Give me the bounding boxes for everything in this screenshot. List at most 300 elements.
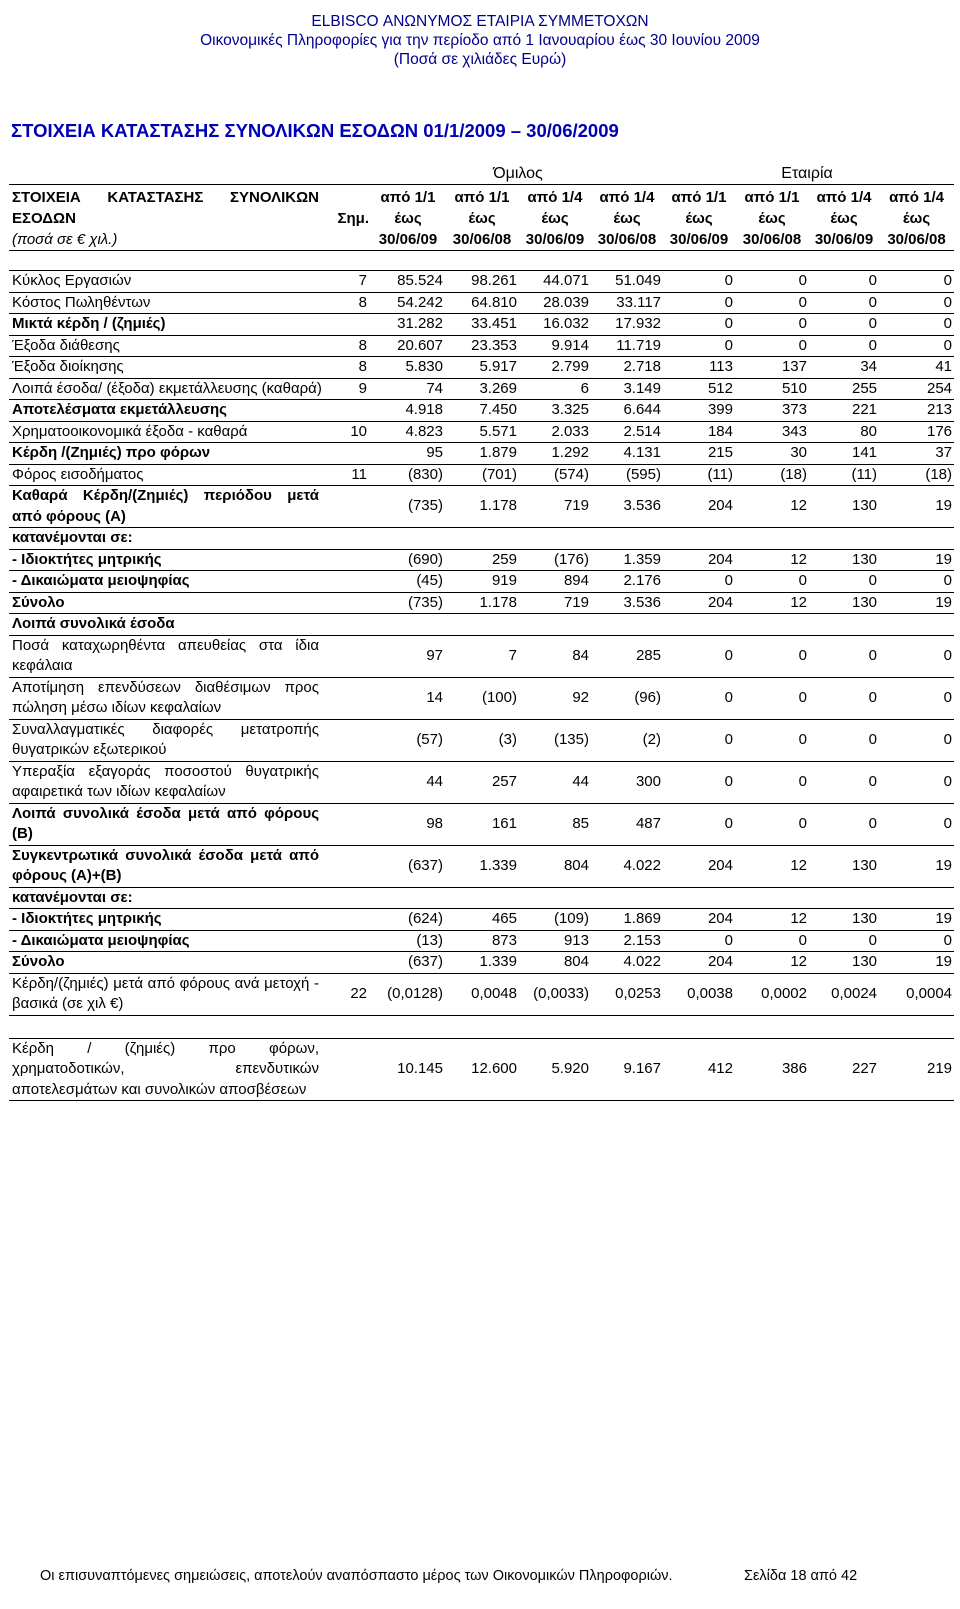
row-value: 259 [445,549,519,571]
row-value: 184 [663,421,735,443]
row-value: 0 [809,335,879,357]
row-value: 1.339 [445,845,519,887]
row-value: 0 [879,761,954,803]
row-value: (18) [735,464,809,486]
row-label: Συγκεντρωτικά συνολικά έσοδα μετά από φόρους (Α)+(Β) [9,845,321,887]
row-value: 373 [735,400,809,422]
row-note [321,909,371,931]
row-note [321,1015,371,1038]
column-header [591,185,663,251]
row-value [735,528,809,550]
statement-title: ΣΤΟΙΧΕΙΑ ΚΑΤΑΣΤΑΣΗΣ ΣΥΝΟΛΙΚΩΝ ΕΣΟΔΩΝ 01/1/2009 – 30/06/2009 [11,120,619,141]
row-note [321,400,371,422]
row-value: 5.571 [445,421,519,443]
column-header [809,185,879,251]
row-value [735,1015,809,1038]
row-value: 19 [879,845,954,887]
row-label: Κέρδη /(Ζημιές) προ φόρων [9,443,321,465]
row-value: 19 [879,549,954,571]
row-value: 873 [445,930,519,952]
row-value: 3.269 [445,378,519,400]
row-value: (624) [371,909,445,931]
row-value: 0 [879,930,954,952]
row-value: 20.607 [371,335,445,357]
row-value: 0 [735,930,809,952]
income-statement-table [9,164,954,1101]
row-value: 0 [879,677,954,719]
row-value: 0 [809,271,879,293]
table-row [9,549,954,571]
row-value: 7.450 [445,400,519,422]
table-row [9,378,954,400]
row-value: 0 [735,335,809,357]
row-value: (735) [371,486,445,528]
row-value: 7 [445,635,519,677]
group-label-company: Εταιρία [735,164,879,185]
row-value: 0 [879,803,954,845]
row-value: (637) [371,952,445,974]
column-header [445,185,519,251]
row-value: 11.719 [591,335,663,357]
row-value: (96) [591,677,663,719]
row-label: Ποσά καταχωρηθέντα απευθείας στα ίδια κεφάλαια [9,635,321,677]
row-value: (574) [519,464,591,486]
table-row [9,357,954,379]
row-value [809,1015,879,1038]
row-value: (57) [371,719,445,761]
row-value: 0 [809,677,879,719]
row-value: 0 [879,292,954,314]
column-header-row [9,185,954,251]
row-note [321,887,371,909]
row-value: 130 [809,952,879,974]
row-value: 3.325 [519,400,591,422]
table-row [9,719,954,761]
row-note [321,803,371,845]
row-value: 2.514 [591,421,663,443]
row-value: 343 [735,421,809,443]
row-value: 399 [663,400,735,422]
column-header-to: έως [613,210,641,227]
row-value: (637) [371,845,445,887]
row-value [663,614,735,636]
column-header-date: 30/06/08 [887,231,946,248]
row-value: 719 [519,592,591,614]
column-header-from: από 1/1 [380,189,436,206]
row-value: 130 [809,549,879,571]
column-header [371,185,445,251]
currency-units: (Ποσά σε χιλιάδες Ευρώ) [393,51,567,68]
row-value: (0,0128) [371,973,445,1015]
group-header-row [9,164,954,185]
row-value [371,1015,445,1038]
row-value: 0 [663,292,735,314]
row-label: Μικτά κέρδη / (ζημιές) [9,314,321,336]
row-value: 64.810 [445,292,519,314]
row-label: Καθαρά Κέρδη/(Ζημιές) περιόδου μετά από φόρους (Α) [9,486,321,528]
row-note: 7 [321,271,371,293]
row-value: 300 [591,761,663,803]
row-value: 913 [519,930,591,952]
row-label: Κέρδη/(ζημιές) μετά από φόρους ανά μετοχή - βασικά (σε χιλ €) [9,973,321,1015]
row-note: 8 [321,292,371,314]
row-value: 0 [663,314,735,336]
row-note [321,571,371,593]
footer-notes: Οι επισυναπτόμενες σημειώσεις, αποτελούν αναπόσπαστο μέρος των Οικονομικών Πληροφοριών. [40,1568,673,1584]
column-header [879,185,954,251]
column-header-from: από 1/4 [599,189,655,206]
row-value: 221 [809,400,879,422]
row-value: 804 [519,845,591,887]
row-value: 0 [879,635,954,677]
row-value [445,1015,519,1038]
table-row [9,761,954,803]
row-value: 14 [371,677,445,719]
row-note: 8 [321,335,371,357]
column-header-to: έως [902,210,931,227]
row-value: 6 [519,378,591,400]
row-value: (100) [445,677,519,719]
table-row [9,909,954,931]
row-value: 0 [879,571,954,593]
row-label: - Δικαιώματα μειοψηφίας [9,571,321,593]
row-note [321,486,371,528]
row-label: κατανέμονται σε: [9,887,321,909]
row-note [321,677,371,719]
column-header-to: έως [541,210,569,227]
row-value [879,887,954,909]
row-value [879,614,954,636]
row-value: 0,0004 [879,973,954,1015]
row-label: Λοιπά συνολικά έσοδα [9,614,321,636]
row-value: (2) [591,719,663,761]
row-value: 204 [663,909,735,931]
row-value [519,887,591,909]
column-header-to: έως [468,210,496,227]
row-value [735,887,809,909]
row-note: 11 [321,464,371,486]
table-row [9,335,954,357]
column-header-from: από 1/1 [744,189,800,206]
column-header-from: από 1/4 [527,189,583,206]
row-value: 1.869 [591,909,663,931]
company-name: ELBISCO ΑΝΩΝΥΜΟΣ ΕΤΑΙΡΙΑ ΣΥΜΜΕΤΟΧΩΝ [311,13,649,30]
column-header [663,185,735,251]
label-header-text: ΣΤΟΙΧΕΙΑ ΚΑΤΑΣΤΑΣΗΣ ΣΥΝΟΛΙΚΩΝ ΕΣΟΔΩΝ [12,189,319,227]
column-header-to: έως [685,210,713,227]
row-value: 1.178 [445,592,519,614]
row-value: 204 [663,592,735,614]
row-value [445,887,519,909]
row-value: 894 [519,571,591,593]
row-value: 4.823 [371,421,445,443]
row-value: 0 [809,761,879,803]
column-header-to: έως [758,210,786,227]
table-row [9,528,954,550]
row-value: 1.879 [445,443,519,465]
row-note [321,592,371,614]
row-value: 12.600 [445,1038,519,1101]
row-value: 41 [879,357,954,379]
row-value: 204 [663,845,735,887]
page-number: Σελίδα 18 από 42 [744,1568,858,1584]
table-row [9,421,954,443]
row-value: 3.536 [591,486,663,528]
header-gap-row [9,251,954,271]
column-header-date: 30/06/09 [814,231,874,248]
row-value: 137 [735,357,809,379]
row-value: 95 [371,443,445,465]
row-value: 19 [879,486,954,528]
row-label: κατανέμονται σε: [9,528,321,550]
row-value [445,528,519,550]
row-value: 130 [809,845,879,887]
row-value: 0 [663,635,735,677]
row-value: 98 [371,803,445,845]
row-value: 4.022 [591,952,663,974]
row-note [321,1038,371,1101]
row-value: 51.049 [591,271,663,293]
row-value: 213 [879,400,954,422]
row-value: 0 [663,803,735,845]
row-note: 8 [321,357,371,379]
row-value: 0 [809,930,879,952]
row-value: 0 [663,719,735,761]
row-value: (3) [445,719,519,761]
row-note [321,443,371,465]
table-row [9,292,954,314]
note-header: Σημ. [337,210,369,227]
row-note: 10 [321,421,371,443]
row-value: 0 [809,719,879,761]
row-value: 130 [809,486,879,528]
row-value: 804 [519,952,591,974]
table-row [9,271,954,293]
row-value: 12 [735,549,809,571]
row-value [809,614,879,636]
row-value: (11) [809,464,879,486]
row-value: 84 [519,635,591,677]
row-value: 30 [735,443,809,465]
row-label: - Ιδιοκτήτες μητρικής [9,909,321,931]
row-label: Χρηματοοικονομικά έξοδα - καθαρά [9,421,321,443]
column-header-to: έως [394,210,422,227]
row-note [321,614,371,636]
table-row [9,464,954,486]
row-value: 412 [663,1038,735,1101]
row-label: Κύκλος Εργασιών [9,271,321,293]
row-note [321,761,371,803]
row-value: 0 [809,292,879,314]
row-label: Σύνολο [9,952,321,974]
row-value: 4.022 [591,845,663,887]
row-value: 215 [663,443,735,465]
row-value: 0 [735,635,809,677]
row-value [809,528,879,550]
row-label: Αποτελέσματα εκμετάλλευσης [9,400,321,422]
column-header-date: 30/06/09 [525,231,585,248]
row-value: 204 [663,549,735,571]
row-label: Λοιπά συνολικά έσοδα μετά από φόρους (Β) [9,803,321,845]
row-value: 23.353 [445,335,519,357]
table-row [9,1038,954,1101]
row-value: 31.282 [371,314,445,336]
row-label: - Δικαιώματα μειοψηφίας [9,930,321,952]
row-note [321,549,371,571]
row-value: 919 [445,571,519,593]
column-header-date: 30/06/09 [378,231,438,248]
column-header-from: από 1/1 [671,189,727,206]
row-value: 4.918 [371,400,445,422]
row-value: 0 [663,930,735,952]
row-value: 0,0024 [809,973,879,1015]
column-header-from: από 1/1 [454,189,510,206]
row-value: 227 [809,1038,879,1101]
row-value: 113 [663,357,735,379]
row-value: 130 [809,909,879,931]
row-value: 130 [809,592,879,614]
row-value: 16.032 [519,314,591,336]
row-value: 12 [735,909,809,931]
row-value: 0 [809,803,879,845]
row-value: 1.339 [445,952,519,974]
row-note [321,528,371,550]
report-period: Οικονομικές Πληροφορίες για την περίοδο από 1 Ιανουαρίου έως 30 Ιουνίου 2009 [200,32,760,49]
row-value [371,887,445,909]
row-label: - Ιδιοκτήτες μητρικής [9,549,321,571]
row-value: 5.917 [445,357,519,379]
row-value [445,614,519,636]
row-value: 6.644 [591,400,663,422]
row-value: (18) [879,464,954,486]
table-row [9,952,954,974]
row-value: 0 [663,677,735,719]
row-value: 0 [879,719,954,761]
row-label: Υπεραξία εξαγοράς ποσοστού θυγατρικής αφαιρετικά των ιδίων κεφαλαίων [9,761,321,803]
row-value: 161 [445,803,519,845]
row-value: 44 [519,761,591,803]
row-value: 98.261 [445,271,519,293]
table-row [9,803,954,845]
row-value: (13) [371,930,445,952]
row-value: 44.071 [519,271,591,293]
row-value [371,528,445,550]
column-header-from: από 1/4 [889,189,944,206]
spacer-row [9,1015,954,1038]
row-label: Λοιπά έσοδα/ (έξοδα) εκμετάλλευσης (καθαρά) [9,378,321,400]
row-value: 465 [445,909,519,931]
row-value [591,1015,663,1038]
table-row [9,443,954,465]
row-value [879,1015,954,1038]
row-value: 386 [735,1038,809,1101]
row-value: 2.799 [519,357,591,379]
row-value: 2.718 [591,357,663,379]
row-value [663,887,735,909]
row-value: (135) [519,719,591,761]
row-note: 22 [321,973,371,1015]
row-note [321,930,371,952]
table-row [9,571,954,593]
group-label-group: Όμιλος [445,164,591,185]
row-value: 12 [735,592,809,614]
row-value: (109) [519,909,591,931]
row-note [321,845,371,887]
row-value: 0 [809,314,879,336]
row-note [321,314,371,336]
row-value: 257 [445,761,519,803]
row-value: 3.149 [591,378,663,400]
row-note [321,952,371,974]
column-header-date: 30/06/08 [452,231,512,248]
table-row [9,973,954,1015]
row-value: 254 [879,378,954,400]
row-value: 219 [879,1038,954,1101]
row-value: (690) [371,549,445,571]
row-value [519,1015,591,1038]
row-value [809,887,879,909]
table-row [9,887,954,909]
table-row [9,635,954,677]
row-note: 9 [321,378,371,400]
row-value: 5.830 [371,357,445,379]
row-value: 0,0038 [663,973,735,1015]
row-value: 33.117 [591,292,663,314]
row-value: 0 [879,271,954,293]
row-value: (176) [519,549,591,571]
row-value: (735) [371,592,445,614]
row-label: Φόρος εισοδήματος [9,464,321,486]
row-value [663,1015,735,1038]
row-value: 12 [735,486,809,528]
row-value: 19 [879,952,954,974]
row-value: 204 [663,952,735,974]
column-header [519,185,591,251]
column-header-date: 30/06/08 [742,231,802,248]
row-value: 487 [591,803,663,845]
row-label: Έξοδα διοίκησης [9,357,321,379]
row-value: 0 [663,271,735,293]
row-value: 19 [879,592,954,614]
label-header-units: (ποσά σε € χιλ.) [12,231,118,248]
row-value: 0 [809,571,879,593]
row-value: 10.145 [371,1038,445,1101]
row-value: 12 [735,845,809,887]
row-label: Έξοδα διάθεσης [9,335,321,357]
row-value: (45) [371,571,445,593]
row-value: 1.359 [591,549,663,571]
row-value: 141 [809,443,879,465]
table-row [9,845,954,887]
table-row [9,592,954,614]
column-header [735,185,809,251]
row-value: 9.914 [519,335,591,357]
row-value [735,614,809,636]
row-value: 92 [519,677,591,719]
row-value: 19 [879,909,954,931]
row-value: 2.153 [591,930,663,952]
row-value: (701) [445,464,519,486]
row-value: 2.176 [591,571,663,593]
row-value [591,614,663,636]
row-value: (595) [591,464,663,486]
row-value: 0 [663,761,735,803]
row-value: 80 [809,421,879,443]
row-value [519,614,591,636]
row-value: 0,0002 [735,973,809,1015]
table-row [9,486,954,528]
row-value: 12 [735,952,809,974]
